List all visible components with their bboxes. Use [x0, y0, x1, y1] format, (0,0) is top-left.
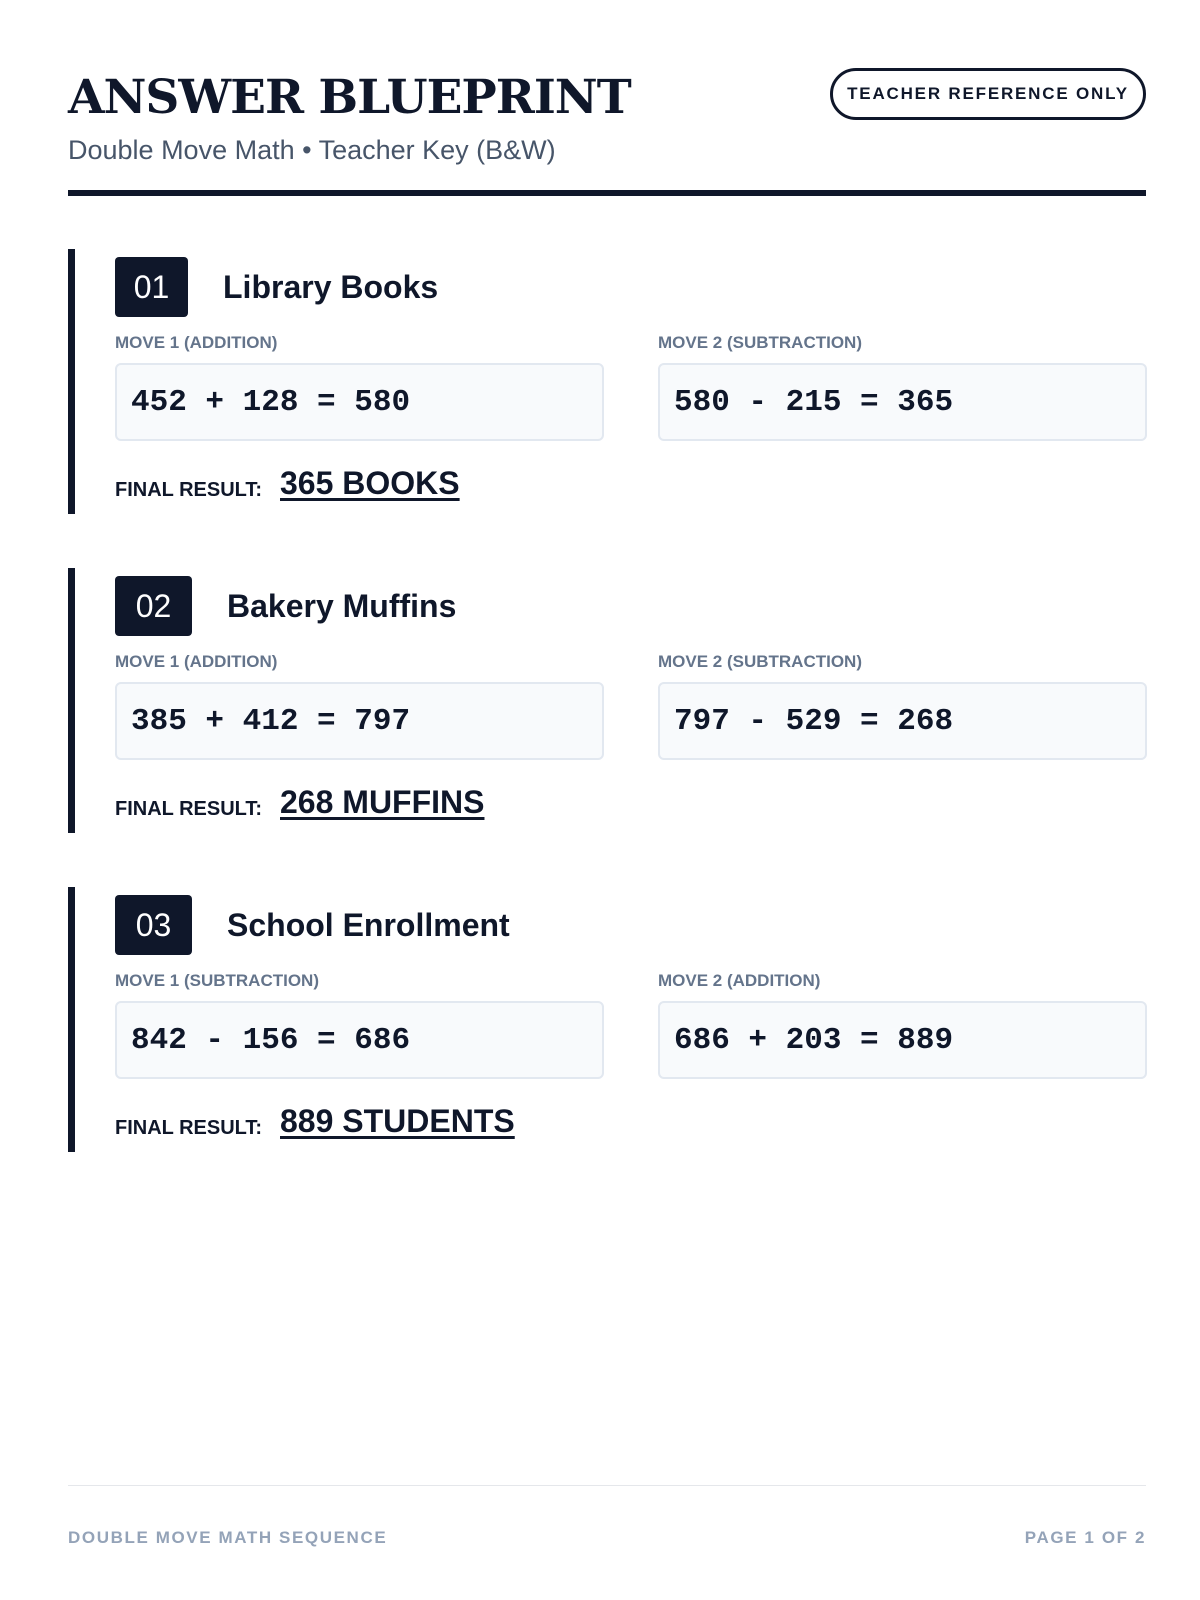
move1-equation: 452 + 128 = 580 — [115, 363, 604, 441]
final-result-label: FINAL RESULT: — [115, 1117, 263, 1139]
problem-title: School Enrollment — [227, 907, 510, 943]
problem-number: 01 — [115, 257, 188, 317]
move1-label: MOVE 1 (ADDITION) — [115, 333, 278, 352]
page-footer — [68, 1485, 1146, 1545]
page-title: ANSWER BLUEPRINT — [68, 70, 631, 125]
move1-equation: 385 + 412 = 797 — [115, 682, 604, 760]
page-header — [68, 70, 1146, 196]
move2-equation: 797 - 529 = 268 — [658, 682, 1147, 760]
move2-equation: 580 - 215 = 365 — [658, 363, 1147, 441]
page-subtitle: Double Move Math • Teacher Key (B&W) — [68, 135, 556, 165]
final-result-label: FINAL RESULT: — [115, 479, 263, 501]
move2-equation: 686 + 203 = 889 — [658, 1001, 1147, 1079]
move2-label: MOVE 2 (SUBTRACTION) — [658, 333, 862, 352]
answer-key-page — [68, 0, 1146, 1600]
final-result-value: 268 MUFFINS — [280, 784, 485, 820]
problem-number: 02 — [115, 576, 192, 636]
problem-title: Bakery Muffins — [227, 588, 457, 624]
problem-number: 03 — [115, 895, 192, 955]
footer-series-title: DOUBLE MOVE MATH SEQUENCE — [68, 1528, 388, 1547]
final-result-value: 889 STUDENTS — [280, 1103, 515, 1139]
move1-equation: 842 - 156 = 686 — [115, 1001, 604, 1079]
problem-card — [68, 887, 1146, 1152]
final-result-value: 365 BOOKS — [280, 465, 460, 501]
move2-label: MOVE 2 (ADDITION) — [658, 971, 821, 990]
problem-card — [68, 568, 1146, 833]
move1-label: MOVE 1 (SUBTRACTION) — [115, 971, 319, 990]
move2-label: MOVE 2 (SUBTRACTION) — [658, 652, 862, 671]
move1-label: MOVE 1 (ADDITION) — [115, 652, 278, 671]
teacher-reference-badge: TEACHER REFERENCE ONLY — [830, 68, 1146, 120]
page-number: PAGE 1 OF 2 — [1024, 1528, 1146, 1547]
final-result-label: FINAL RESULT: — [115, 798, 263, 820]
problem-card — [68, 249, 1146, 514]
problem-title: Library Books — [223, 269, 439, 305]
